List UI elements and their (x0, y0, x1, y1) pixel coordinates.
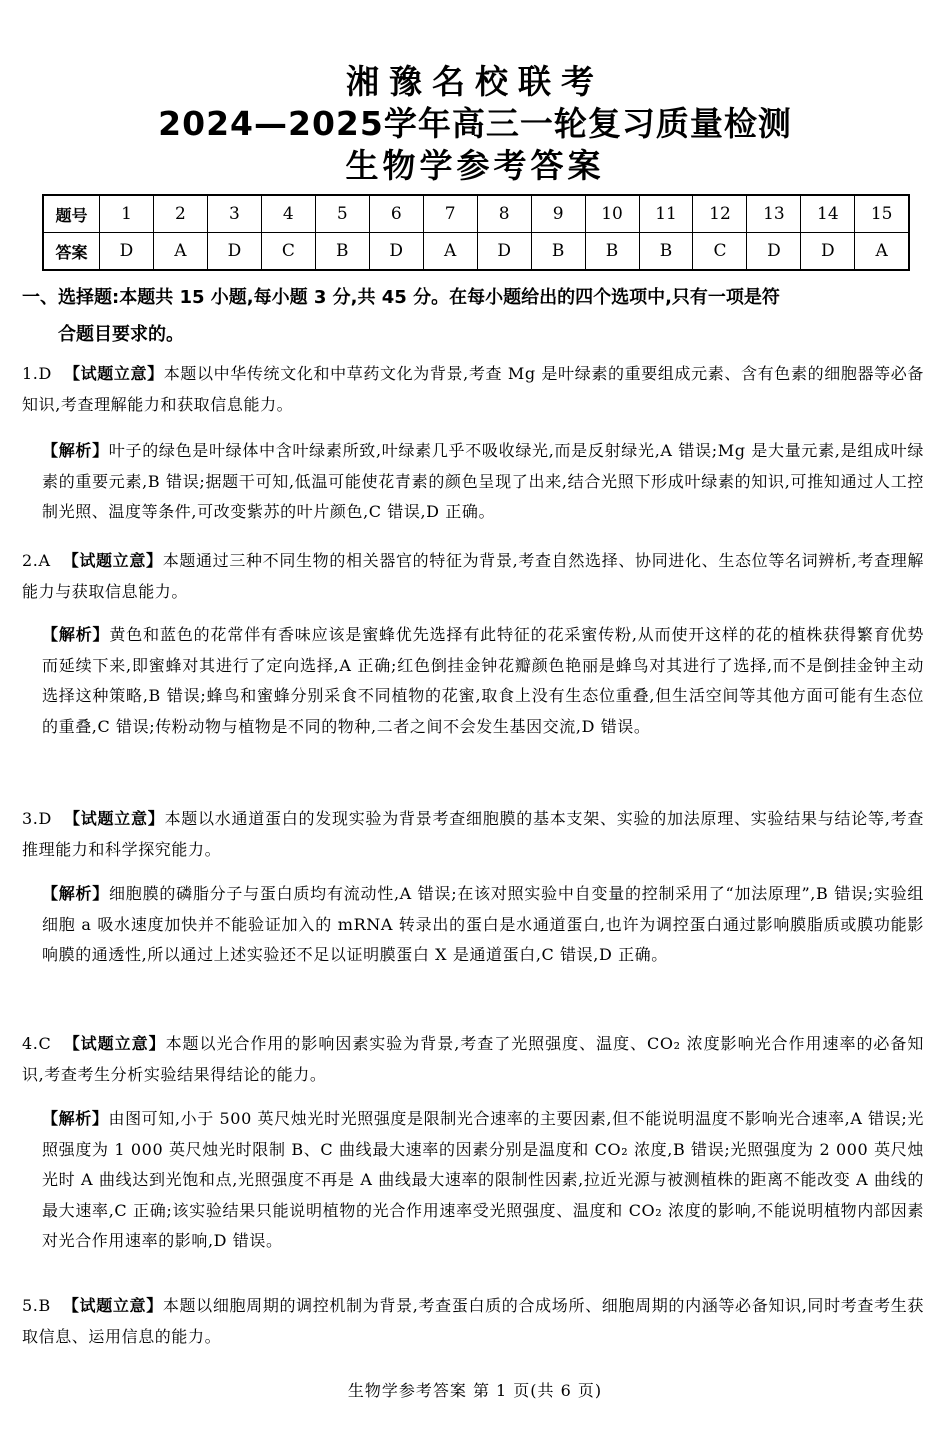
question-5-intent (22, 1291, 924, 1352)
question-number-cell: 14 (801, 195, 855, 233)
answer-cell: D (801, 233, 855, 271)
question-number-cell: 9 (531, 195, 585, 233)
analysis-tag: 【解析】 (42, 441, 109, 460)
answer-cell: D (369, 233, 423, 271)
question-3-intent (22, 804, 924, 865)
answer-cell: B (315, 233, 369, 271)
intent-tag: 【试题立意】 (62, 1296, 163, 1315)
analysis-tag: 【解析】 (42, 1109, 109, 1128)
section-heading (22, 279, 922, 353)
question-number: 2.A (22, 551, 51, 570)
question-number-cell: 8 (477, 195, 531, 233)
question-4-intent (22, 1029, 924, 1090)
intent-text: 本题以光合作用的影响因素实验为背景,考查了光照强度、温度、CO₂ 浓度影响光合作用速率的必备知识,考查考生分析实验结果得结论的能力。 (22, 1034, 924, 1084)
answer-cell: C (693, 233, 747, 271)
section-heading-line2: 合题目要求的。 (58, 324, 184, 345)
analysis-text: 由图可知,小于 500 英尺烛光时光照强度是限制光合速率的主要因素,但不能说明温度不影响光合速率,A 错误;光照强度为 1 000 英尺烛光时限制 B、C 曲线最大速率的因素分别是温度和 CO₂ 浓度,B 错误;光照强度为 2 000 英尺烛光时 A 曲线达到光饱和点,光照强度不再是 A 曲线最大速率的限制性因素,拉近光源与被测植株的距离不能改变 A 曲线的最大速率,C 正确;该实验结果只能说明植物的光合作用速率受光照强度、温度和 CO₂ 浓度的影响,不能说明植物内部因素对光合作用速率的影响,D 错误。 (42, 1109, 924, 1250)
question-number: 4.C (22, 1034, 52, 1053)
question-number-cell: 6 (369, 195, 423, 233)
analysis-tag: 【解析】 (42, 884, 110, 903)
page-footer: 生物学参考答案 第 1 页(共 6 页) (347, 1381, 603, 1400)
answer-cell: A (153, 233, 207, 271)
question-number-cell: 1 (100, 195, 154, 233)
answer-cell: D (100, 233, 154, 271)
answer-cell: A (423, 233, 477, 271)
answer-cell: C (261, 233, 315, 271)
intent-tag: 【试题立意】 (62, 551, 163, 570)
intent-tag: 【试题立意】 (63, 364, 164, 383)
question-number-cell: 13 (747, 195, 801, 233)
document-title: 生物学参考答案 (345, 146, 605, 185)
answer-cell: D (207, 233, 261, 271)
question-4-analysis (42, 1104, 924, 1257)
analysis-text: 叶子的绿色是叶绿体中含叶绿素所致,叶绿素几乎不吸收绿光,而是反射绿光,A 错误;Mg 是大量元素,是组成叶绿素的重要元素,B 错误;据题干可知,低温可能使花青素的颜色呈现了出来,结合光照下形成叶绿素的知识,可推知通过人工控制光照、温度等条件,可改变紫苏的叶片颜色,C 错误,D 正确。 (42, 441, 924, 521)
answer-cell: B (585, 233, 639, 271)
question-number-cell: 7 (423, 195, 477, 233)
question-1-analysis (42, 436, 924, 528)
question-number-cell: 4 (261, 195, 315, 233)
answer-key-table (42, 194, 910, 271)
question-number-cell: 15 (855, 195, 909, 233)
question-number: 1.D (22, 364, 52, 383)
answer-cell: B (531, 233, 585, 271)
row-label-answer: 答案 (43, 233, 100, 271)
question-number: 3.D (22, 809, 52, 828)
answer-row (43, 233, 909, 271)
intent-text: 本题以水通道蛋白的发现实验为背景考查细胞膜的基本支架、实验的加法原理、实验结果与结论等,考查推理能力和科学探究能力。 (22, 809, 924, 859)
question-number-row (43, 195, 909, 233)
section-heading-line1: 一、选择题:本题共 15 小题,每小题 3 分,共 45 分。在每小题给出的四个选项中,只有一项是符 (22, 287, 780, 308)
question-number-cell: 3 (207, 195, 261, 233)
row-label-question-number: 题号 (43, 195, 100, 233)
exam-header-line1: 湘豫名校联考 (346, 62, 604, 101)
analysis-text: 细胞膜的磷脂分子与蛋白质均有流动性,A 错误;在该对照实验中自变量的控制采用了“加法原理”,B 错误;实验组细胞 a 吸水速度加快并不能验证加入的 mRNA 转录出的蛋白是水通道蛋白,也许为调控蛋白通过影响膜脂质或膜功能影响膜的通透性,所以通过上述实验还不足以证明膜蛋白 X 是通道蛋白,C 错误,D 正确。 (42, 884, 924, 964)
answer-cell: B (639, 233, 693, 271)
question-2-intent (22, 546, 924, 607)
question-2-analysis (42, 620, 924, 742)
intent-text: 本题以细胞周期的调控机制为背景,考查蛋白质的合成场所、细胞周期的内涵等必备知识,同时考查考生获取信息、运用信息的能力。 (22, 1296, 924, 1346)
question-3-analysis (42, 879, 924, 971)
question-number-cell: 2 (153, 195, 207, 233)
intent-tag: 【试题立意】 (63, 1034, 166, 1053)
question-number-cell: 10 (585, 195, 639, 233)
analysis-tag: 【解析】 (42, 625, 110, 644)
answer-cell: D (477, 233, 531, 271)
intent-tag: 【试题立意】 (63, 809, 165, 828)
question-1-intent (22, 359, 924, 420)
question-number-cell: 5 (315, 195, 369, 233)
question-number-cell: 11 (639, 195, 693, 233)
exam-header-line2: 2024—2025学年高三一轮复习质量检测 (158, 104, 792, 143)
answer-cell: D (747, 233, 801, 271)
question-number: 5.B (22, 1296, 51, 1315)
analysis-text: 黄色和蓝色的花常伴有香味应该是蜜蜂优先选择有此特征的花采蜜传粉,从而使开这样的花的植株获得繁育优势而延续下来,即蜜蜂对其进行了定向选择,A 正确;红色倒挂金钟花瓣颜色艳丽是蜂鸟对其进行了选择,而不是倒挂金钟主动选择这种策略,B 错误;蜂鸟和蜜蜂分别采食不同植物的花蜜,取食上没有生态位重叠,但生活空间等其他方面可能有生态位的重叠,C 错误;传粉动物与植物是不同的物种,二者之间不会发生基因交流,D 错误。 (42, 625, 924, 736)
answer-cell: A (855, 233, 909, 271)
intent-text: 本题以中华传统文化和中草药文化为背景,考查 Mg 是叶绿素的重要组成元素、含有色素的细胞器等必备知识,考查理解能力和获取信息能力。 (22, 364, 924, 414)
intent-text: 本题通过三种不同生物的相关器官的特征为背景,考查自然选择、协同进化、生态位等名词辨析,考查理解能力与获取信息能力。 (22, 551, 925, 601)
question-number-cell: 12 (693, 195, 747, 233)
